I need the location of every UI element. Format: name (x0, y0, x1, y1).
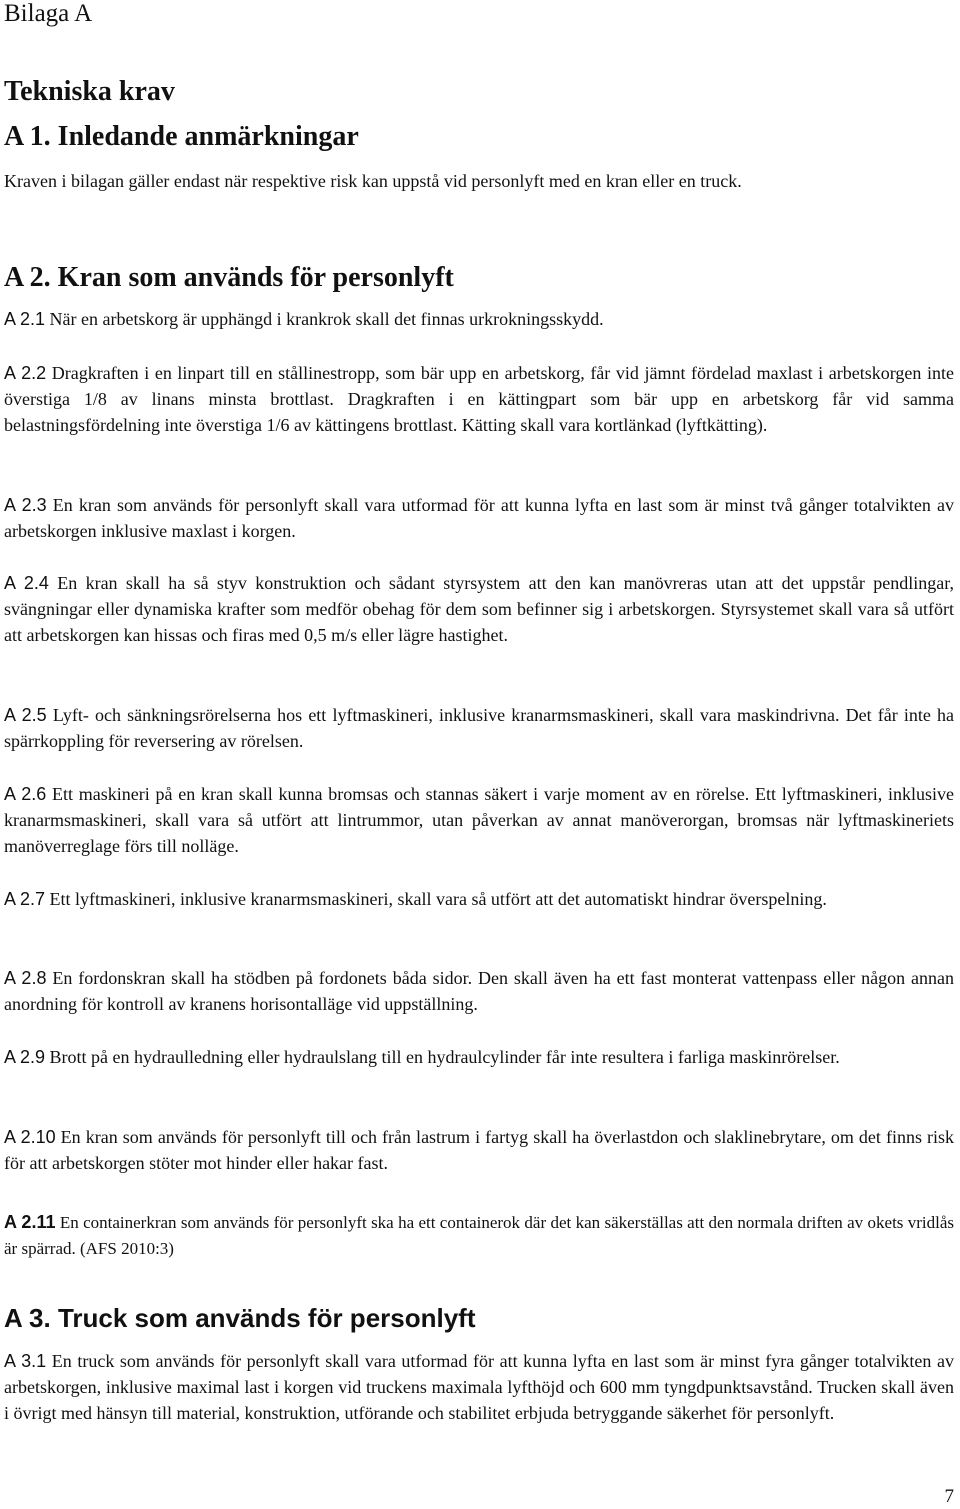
item-number: A 2.1 (4, 309, 46, 329)
item-number: A 2.9 (4, 1047, 46, 1067)
section-a3-heading: A 3. Truck som används för personlyft (4, 1303, 476, 1333)
item-number: A 2.7 (4, 889, 46, 909)
item-a2-6 (4, 781, 954, 859)
item-text: En kran som används för personlyft till och från lastrum i fartyg skall ha överlastdon och slaklinebrytare, om det finns risk för att arbetskorgen stöter mot hinder eller hakar fast. (4, 1127, 955, 1173)
item-text: När en arbetskorg är upphängd i krankrok skall det finnas urkrokningsskydd. (49, 309, 604, 329)
item-number: A 2.4 (4, 573, 49, 593)
item-number: A 2.11 (4, 1212, 56, 1232)
item-number: A 2.5 (4, 705, 47, 725)
item-a2-10 (4, 1124, 954, 1176)
item-a2-7 (4, 886, 954, 912)
item-a2-4 (4, 570, 954, 648)
item-text: Brott på en hydraulledning eller hydraulslang till en hydraulcylinder får inte resultera i farliga maskinrörelser. (49, 1047, 840, 1067)
item-a2-2 (4, 360, 954, 438)
item-text: En kran skall ha så styv konstruktion och sådant styrsystem att den kan manövreras utan att det uppstår pendlingar, svängningar eller dynamiska krafter som medför obehag för dem som befinner sig i arbetskorgen. Styrsystemet skall vara så utfört att arbetskorgen kan hissas och firas med 0,5 m/s eller lägre hastighet. (4, 573, 954, 645)
item-number: A 3.1 (4, 1351, 47, 1371)
section-a1-paragraph: Kraven i bilagan gäller endast när respektive risk kan uppstå vid personlyft med en kran eller en truck. (4, 171, 742, 191)
item-a2-9 (4, 1044, 954, 1070)
item-text: En truck som används för personlyft skall vara utformad för att kunna lyfta en last som är minst fyra gånger totalvikten av arbetskorgen, inklusive maximal last i korgen vid truckens maximala lyfthöjd och 600 mm tyngdpunktsavstånd. Trucken skall även i övrigt med hänsyn till material, konstruktion, utförande och stabilitet erbjuda betryggande säkerhet för personlyft. (4, 1351, 955, 1423)
item-text: Ett lyftmaskineri, inklusive kranarmsmaskineri, skall vara så utfört att det automatiskt hindrar överspelning. (49, 889, 827, 909)
appendix-label: Bilaga A (4, 0, 93, 27)
item-a2-5 (4, 702, 954, 754)
item-a2-3 (4, 492, 954, 544)
section-a2-heading: A 2. Kran som används för personlyft (4, 262, 454, 293)
item-text: En kran som används för personlyft skall vara utformad för att kunna lyfta en last som är minst två gånger totalvikten av arbetskorgen inklusive maxlast i korgen. (4, 495, 954, 541)
item-a2-8 (4, 965, 954, 1017)
page-number: 7 (944, 1486, 954, 1507)
item-number: A 2.3 (4, 495, 47, 515)
section-a1-heading: A 1. Inledande anmärkningar (4, 121, 359, 152)
item-text: Ett maskineri på en kran skall kunna bromsas och stannas säkert i varje moment av en rörelse. Ett lyftmaskineri, inklusive kranarmsmaskineri, skall vara så utfört att lintrummor, utan påverkan av annat manöverorgan, bromsas när lyftmaskineriets manöverreglage förs till nolläge. (4, 784, 955, 856)
item-number: A 2.2 (4, 363, 47, 383)
item-number: A 2.8 (4, 968, 47, 988)
item-number: A 2.6 (4, 784, 47, 804)
item-a2-1 (4, 306, 954, 332)
item-text: En fordonskran skall ha stödben på fordonets båda sidor. Den skall även ha ett fast monterat vattenpass eller någon annan anordning för kontroll av kranens horisontalläge vid uppställning. (4, 968, 954, 1014)
item-text: Dragkraften i en linpart till en stållinestropp, som bär upp en arbetskorg, får vid jämnt fördelad maxlast i arbetskorgen inte överstiga 1/8 av linans minsta brottlast. Dragkraften i en kättingpart som bär upp en arbetskorg får vid samma belastningsfördelning inte överstiga 1/6 av kättingens brottlast. Kätting skall vara kortlänkad (lyftkätting). (4, 363, 954, 435)
item-a3-1 (4, 1348, 954, 1426)
item-text: En containerkran som används för personlyft ska ha ett containerok där det kan säkerställas att den normala driften av okets vridlås är spärrad. (AFS 2010:3) (4, 1213, 955, 1258)
item-a2-11 (4, 1209, 954, 1262)
page-title: Tekniska krav (4, 76, 175, 107)
item-number: A 2.10 (4, 1127, 56, 1147)
item-text: Lyft- och sänkningsrörelserna hos ett lyftmaskineri, inklusive kranarmsmaskineri, skall vara maskindrivna. Det får inte ha spärrkoppling för reversering av rörelsen. (4, 705, 954, 751)
